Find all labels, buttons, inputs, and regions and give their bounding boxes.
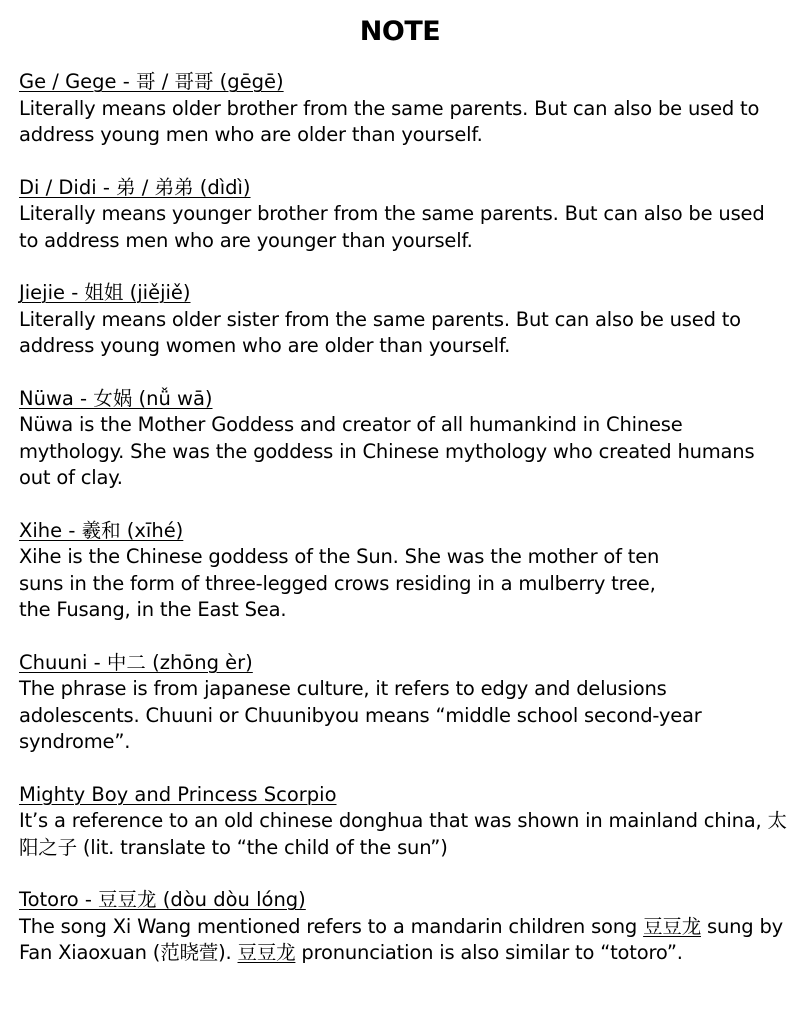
note-term: Mighty Boy and Princess Scorpio: [19, 782, 337, 806]
note-entry-chuuni: [19, 650, 789, 756]
notes-list: [19, 69, 789, 993]
note-entry-jiejie: [19, 280, 789, 360]
note-entry-nuwa: [19, 386, 789, 492]
note-term: Ge / Gege - 哥 / 哥哥 (gēgē): [19, 70, 284, 93]
note-term: Jiejie - 姐姐 (jiějiě): [19, 281, 191, 304]
note-definition-line: the Fusang, in the East Sea.: [19, 598, 287, 621]
note-definition: Literally means younger brother from the same parents. But can also be used to address men who are younger than yourself.: [19, 202, 765, 252]
note-definition-line: suns in the form of three-legged crows residing in a mulberry tree,: [19, 571, 656, 595]
note-definition: It’s a reference to an old chinese donghua that was shown in mainland china, 太阳之子 (lit. translate to “the child of the sun”): [19, 809, 787, 859]
note-definition: Literally means older sister from the same parents. But can also be used to address young women who are older than yourself.: [19, 307, 741, 357]
note-definition: [19, 544, 789, 624]
note-definition-text: The song Xi Wang mentioned refers to a mandarin children song: [19, 914, 644, 938]
note-definition-line: Xihe is the Chinese goddess of the Sun. She was the mother of ten: [19, 545, 660, 568]
note-definition: [19, 914, 789, 967]
note-entry-totoro: [19, 887, 789, 967]
note-definition: Nüwa is the Mother Goddess and creator of all humankind in Chinese mythology. She was the goddess in Chinese mythology who created humans out of clay.: [19, 413, 755, 489]
note-definition-text: pronunciation is also similar to “totoro”.: [295, 941, 683, 964]
note-entry-xihe: [19, 518, 789, 624]
note-term: Chuuni - 中二 (zhōng èr): [19, 650, 253, 674]
song-name: 豆豆龙: [237, 941, 296, 964]
note-entry-mighty-boy: [19, 782, 789, 862]
note-definition-text: sung by Fan Xiaoxuan (范晓萱).: [19, 914, 783, 964]
note-definition: Literally means older brother from the same parents. But can also be used to address young men who are older than yourself.: [19, 96, 760, 146]
note-term: Di / Didi - 弟 / 弟弟 (dìdì): [19, 175, 251, 199]
note-term: Nüwa - 女娲 (nǚ wā): [19, 386, 213, 410]
note-term: Xihe - 羲和 (xīhé): [19, 518, 184, 542]
note-definition: The phrase is from japanese culture, it refers to edgy and delusions adolescents. Chuuni or Chuunibyou means “middle school second-year syndrome”.: [19, 677, 702, 753]
song-name: 豆豆龙: [643, 914, 701, 938]
note-entry-ge: [19, 69, 789, 149]
page-title: NOTE: [359, 16, 441, 47]
note-term: Totoro - 豆豆龙 (dòu dòu lóng): [19, 888, 306, 911]
note-entry-di: [19, 175, 789, 255]
